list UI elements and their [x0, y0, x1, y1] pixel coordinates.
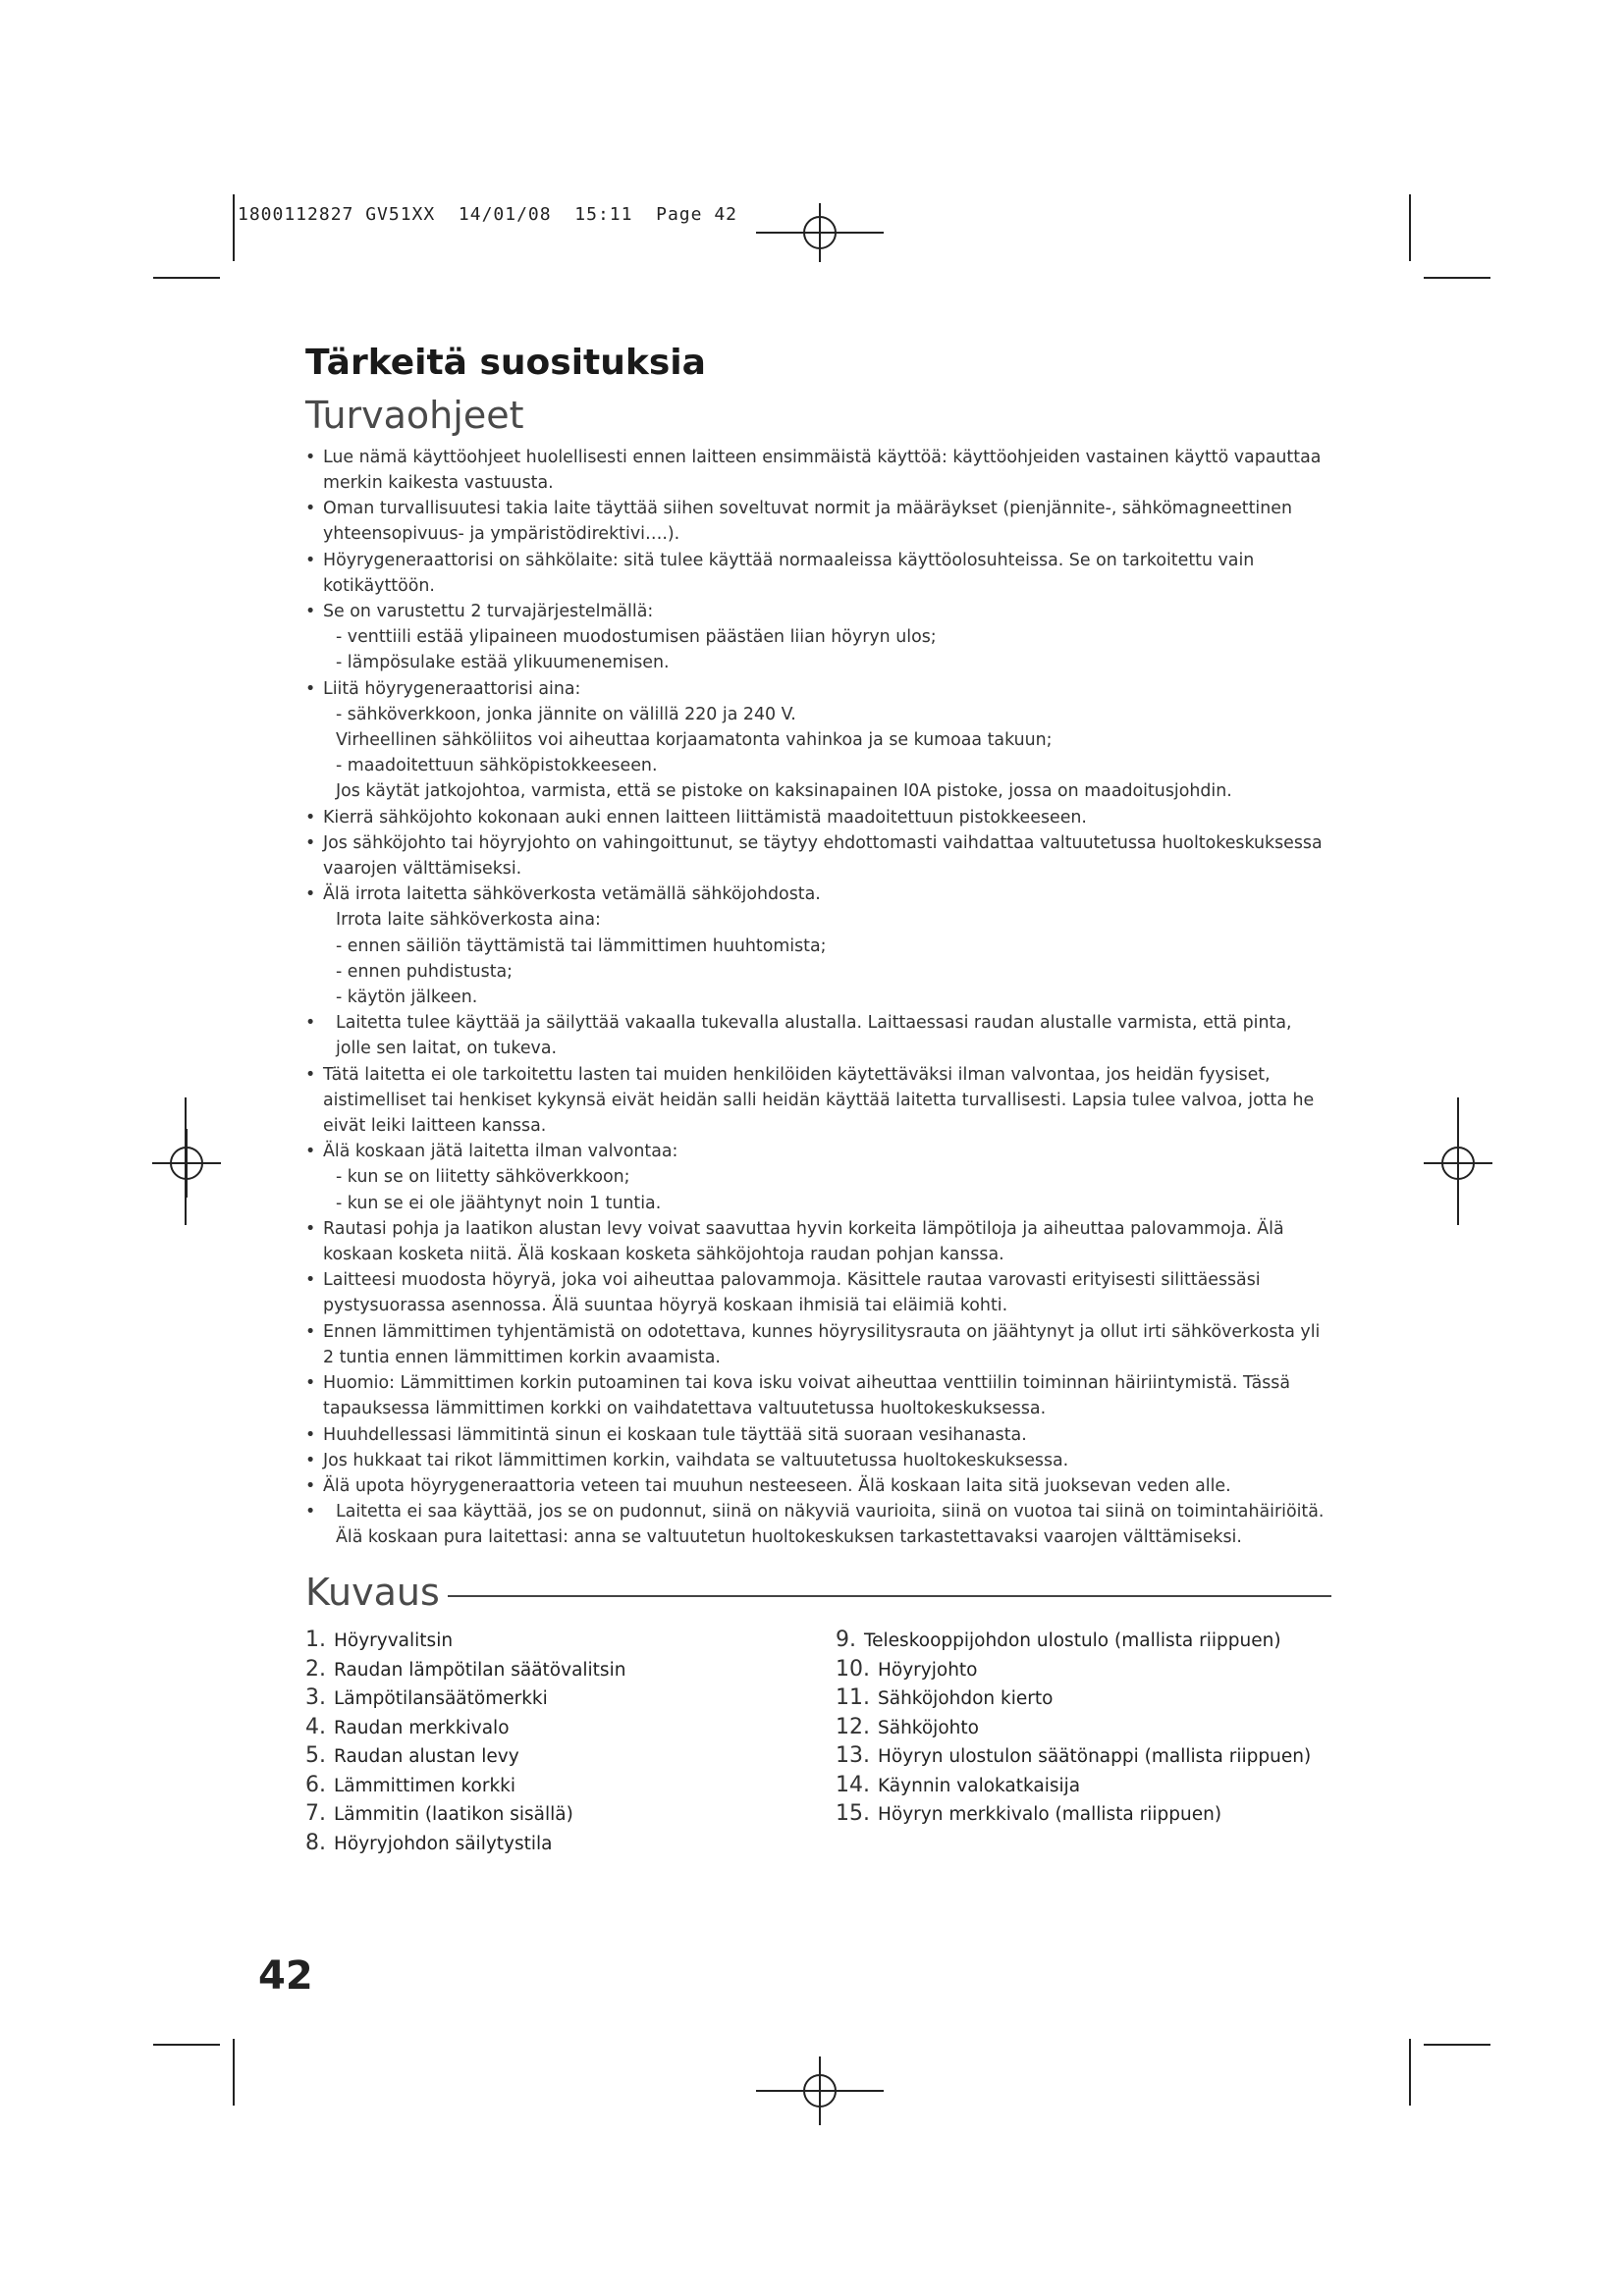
- registration-mark-right-icon: [1424, 1129, 1492, 1198]
- part-item: [836, 1627, 1311, 1656]
- part-number: 9.: [836, 1628, 856, 1653]
- safety-item-text: Älä upota höyrygeneraattoria veteen tai muuhun nesteeseen. Älä koskaan laita sitä juoksevan veden alle.: [323, 1475, 1231, 1496]
- bullet-icon: •: [305, 1270, 316, 1291]
- safety-item-text: Laitetta tulee käyttää ja säilyttää vakaalla tukevalla alustalla. Laittaessasi raudan alustalle varmista, että pinta, jolle sen laitat, on tukeva.: [336, 1013, 1292, 1059]
- safety-item-text: Ennen lämmittimen tyhjentämistä on odotettava, kunnes höyrysilitysrauta on jäähtynyt ja ollut irti sähköverkosta yli 2 tuntia ennen lämmittimen korkin avaamista.: [323, 1321, 1321, 1367]
- bullet-icon: •: [305, 807, 316, 828]
- crop-mark-top-right-horizontal: [1424, 277, 1490, 279]
- registration-mark-bottom-icon: [756, 2056, 884, 2125]
- safety-item-text: Kierrä sähköjohto kokonaan auki ennen laitteen liittämistä maadoitettuun pistokkeeseen.: [323, 807, 1087, 828]
- print-slug: 1800112827 GV51XX 14/01/08 15:11 Page 42: [238, 204, 737, 225]
- parts-column-left: [305, 1627, 836, 1858]
- safety-item: [305, 1010, 1331, 1061]
- part-item: [305, 1830, 836, 1859]
- part-number: 12.: [836, 1714, 870, 1739]
- safety-subitem-text: - lämpösulake estää ylikuumenemisen.: [336, 653, 670, 673]
- bullet-icon: •: [305, 1373, 316, 1394]
- part-label: Höyryjohto: [878, 1659, 978, 1681]
- parts-column-right: [836, 1627, 1311, 1858]
- bullet-icon: •: [305, 1502, 316, 1522]
- part-number: 2.: [305, 1656, 326, 1682]
- crop-mark-top-left-horizontal: [153, 277, 220, 279]
- bullet-icon: •: [305, 550, 316, 570]
- part-label: Teleskooppijohdon ulostulo (mallista riippuen): [864, 1630, 1281, 1652]
- part-label: Käynnin valokatkaisija: [878, 1775, 1081, 1796]
- crop-mark-bottom-left-horizontal: [153, 2044, 220, 2046]
- bullet-icon: •: [305, 1450, 316, 1470]
- part-item: [305, 1772, 836, 1801]
- bullet-icon: •: [305, 447, 316, 467]
- part-number: 8.: [305, 1830, 326, 1855]
- safety-item: [305, 805, 1331, 830]
- safety-item: [305, 1448, 1331, 1473]
- part-label: Lämpötilansäätömerkki: [334, 1688, 548, 1710]
- part-number: 3.: [305, 1685, 326, 1711]
- bullet-icon: •: [305, 678, 316, 699]
- part-item: [836, 1684, 1311, 1714]
- safety-item-text: Se on varustettu 2 turvajärjestelmällä:: [323, 602, 654, 621]
- safety-item-text: Oman turvallisuutesi takia laite täyttää siihen soveltuvat normit ja määräykset (pienjännite-, sähkömagneettinen yhteensopivuus- ja ympäristödirektivi….).: [323, 499, 1293, 545]
- part-number: 15.: [836, 1801, 870, 1827]
- safety-item: [305, 881, 1331, 1010]
- bullet-icon: •: [305, 1218, 316, 1239]
- safety-subitem-text: Jos käytät jatkojohtoa, varmista, että se pistoke on kaksinapainen I0A pistoke, jossa on maadoitusjohdin.: [336, 781, 1232, 802]
- safety-heading: Turvaohjeet: [305, 394, 524, 438]
- safety-item: [305, 676, 1331, 805]
- safety-subitem-text: - venttiili estää ylipaineen muodostumisen päästäen liian höyryn ulos;: [336, 627, 937, 648]
- part-label: Lämmitin (laatikon sisällä): [334, 1804, 573, 1826]
- parts-list: [305, 1627, 1331, 1858]
- part-label: Raudan lämpötilan säätövalitsin: [334, 1659, 626, 1681]
- part-number: 14.: [836, 1772, 870, 1797]
- safety-item-text: Huuhdellessasi lämmitintä sinun ei koskaan tule täyttää sitä suoraan vesihanasta.: [323, 1424, 1027, 1445]
- safety-subitem-text: - ennen puhdistusta;: [336, 961, 514, 982]
- safety-subitem-text: - ennen säiliön täyttämistä tai lämmittimen huuhtomista;: [336, 935, 827, 956]
- part-label: Lämmittimen korkki: [334, 1775, 516, 1796]
- bullet-icon: •: [305, 1142, 316, 1162]
- safety-item: [305, 830, 1331, 881]
- safety-item-text: Rautasi pohja ja laatikon alustan levy voivat saavuttaa hyvin korkeita lämpötiloja ja aiheuttaa palovammoja. Älä koskaan kosketa niitä. Älä koskaan kosketa sähköjohtoja raudan pohjan kanssa.: [323, 1218, 1284, 1265]
- part-label: Sähköjohto: [878, 1717, 979, 1738]
- part-item: [836, 1656, 1311, 1685]
- safety-item-text: Huomio: Lämmittimen korkin putoaminen tai kova isku voivat aiheuttaa venttiilin toiminnan häiriintymistä. Tässä tapauksessa lämmittimen korkki on vaihdatettava valtuutetussa huoltokeskuksessa.: [323, 1373, 1291, 1419]
- crop-mark-top-right-vertical: [1409, 194, 1411, 261]
- bullet-icon: •: [305, 1064, 316, 1085]
- part-number: 1.: [305, 1628, 326, 1653]
- safety-item: [305, 1422, 1331, 1448]
- safety-item: [305, 1216, 1331, 1267]
- part-number: 11.: [836, 1685, 870, 1711]
- bullet-icon: •: [305, 1475, 316, 1496]
- safety-item-text: Jos hukkaat tai rikot lämmittimen korkin, vaihdata se valtuutetussa huoltokeskuksessa.: [323, 1450, 1069, 1470]
- bullet-icon: •: [305, 1424, 316, 1445]
- safety-subitem-text: - kun se on liitetty sähköverkkoon;: [336, 1167, 630, 1188]
- description-header: [305, 1571, 1331, 1616]
- safety-subitem-text: - kun se ei ole jäähtynyt noin 1 tuntia.: [336, 1193, 662, 1213]
- crop-mark-bottom-right-horizontal: [1424, 2044, 1490, 2046]
- safety-item: [305, 1473, 1331, 1499]
- safety-item-text: Tätä laitetta ei ole tarkoitettu lasten tai muiden henkilöiden käytettäväksi ilman valvontaa, jos heidän fyysiset, aistimelliset tai henkiset kykynsä eivät heidän salli heidän käyttää laitetta turvallisesti. Lapsia tulee valvoa, jotta he eivät leiki laitteen kanssa.: [323, 1064, 1315, 1137]
- safety-subitem-text: Irrota laite sähköverkosta aina:: [336, 910, 601, 931]
- safety-subitem-text: - maadoitettuun sähköpistokkeeseen.: [336, 756, 658, 776]
- crop-mark-bottom-left-vertical: [233, 2039, 235, 2106]
- safety-subitem-text: Virheellinen sähköliitos voi aiheuttaa korjaamatonta vahinkoa ja se kumoaa takuun;: [336, 730, 1053, 751]
- safety-item-text: Jos sähköjohto tai höyryjohto on vahingoittunut, se täytyy ehdottomasti vaihdattaa valtuutetussa huoltokeskuksessa vaarojen välttämiseksi.: [323, 832, 1323, 880]
- safety-list: [305, 445, 1331, 1551]
- safety-item: [305, 1062, 1331, 1140]
- safety-item: [305, 1319, 1331, 1370]
- part-number: 6.: [305, 1772, 326, 1797]
- bullet-icon: •: [305, 602, 316, 621]
- safety-item: [305, 1499, 1331, 1550]
- part-item: [305, 1627, 836, 1656]
- page-title: Tärkeitä suosituksia: [305, 343, 706, 383]
- page-number: 42: [258, 1953, 313, 1999]
- bullet-icon: •: [305, 1321, 316, 1342]
- bullet-icon: •: [305, 499, 316, 519]
- safety-subitem-text: - käytön jälkeen.: [336, 988, 478, 1008]
- safety-item-text: Liitä höyrygeneraattorisi aina:: [323, 678, 581, 699]
- safety-item-text: Lue nämä käyttöohjeet huolellisesti ennen laitteen ensimmäistä käyttöä: käyttöohjeiden vastainen käyttö vapauttaa merkin kaikesta vastuusta.: [323, 447, 1322, 493]
- safety-item-text: Älä irrota laitetta sähköverkosta vetämällä sähköjohdosta.: [323, 884, 821, 905]
- registration-mark-left-icon: [152, 1129, 221, 1198]
- part-item: [305, 1714, 836, 1743]
- crop-mark-bottom-right-vertical: [1409, 2039, 1411, 2106]
- part-item: [305, 1656, 836, 1685]
- part-item: [836, 1772, 1311, 1801]
- part-item: [305, 1742, 836, 1772]
- registration-mark-top-icon: [756, 203, 884, 262]
- crop-mark-top-left-vertical: [233, 194, 235, 261]
- safety-subitem-text: - sähköverkkoon, jonka jännite on välillä 220 ja 240 V.: [336, 704, 796, 724]
- part-label: Raudan merkkivalo: [334, 1717, 510, 1738]
- safety-item-text: Laitteesi muodosta höyryä, joka voi aiheuttaa palovammoja. Käsittele rautaa varovasti erityisesti silittäessäsi pystysuorassa asennossa. Älä suuntaa höyryä koskaan ihmisiä tai eläimiä kohti.: [323, 1270, 1261, 1316]
- safety-item: [305, 548, 1331, 599]
- part-item: [836, 1714, 1311, 1743]
- part-item: [836, 1800, 1311, 1830]
- part-number: 13.: [836, 1743, 870, 1769]
- bullet-icon: •: [305, 832, 316, 853]
- safety-item: [305, 1370, 1331, 1421]
- part-item: [305, 1800, 836, 1830]
- part-item: [305, 1684, 836, 1714]
- part-label: Höyryjohdon säilytystila: [334, 1833, 553, 1854]
- part-number: 7.: [305, 1801, 326, 1827]
- bullet-icon: •: [305, 884, 316, 905]
- part-label: Höyryn merkkivalo (mallista riippuen): [878, 1804, 1222, 1826]
- part-item: [836, 1742, 1311, 1772]
- part-label: Raudan alustan levy: [334, 1746, 519, 1768]
- bullet-icon: •: [305, 1013, 316, 1034]
- description-heading: Kuvaus: [305, 1570, 440, 1614]
- part-label: Höyryn ulostulon säätönappi (mallista riippuen): [878, 1746, 1312, 1768]
- part-label: Höyryvalitsin: [334, 1630, 454, 1652]
- safety-item: [305, 496, 1331, 547]
- safety-item: [305, 445, 1331, 496]
- safety-item-text: Laitetta ei saa käyttää, jos se on pudonnut, siinä on näkyviä vaurioita, siinä on vuotoa tai siinä on toimintahäiriöitä. Älä koskaan pura laitettasi: anna se valtuutetun huoltokeskuksen tarkastettavaksi vaarojen välttämiseksi.: [336, 1502, 1325, 1548]
- heading-rule: [448, 1595, 1331, 1597]
- safety-item: [305, 599, 1331, 676]
- safety-item-text: Höyrygeneraattorisi on sähkölaite: sitä tulee käyttää normaaleissa käyttöolosuhteissa. Se on tarkoitettu vain kotikäyttöön.: [323, 550, 1255, 596]
- page-content: [305, 342, 1331, 1858]
- part-label: Sähköjohdon kierto: [878, 1688, 1054, 1710]
- part-number: 5.: [305, 1743, 326, 1769]
- safety-item-text: Älä koskaan jätä laitetta ilman valvontaa:: [323, 1142, 678, 1162]
- part-number: 10.: [836, 1656, 870, 1682]
- safety-item: [305, 1139, 1331, 1216]
- safety-item: [305, 1267, 1331, 1318]
- part-number: 4.: [305, 1714, 326, 1739]
